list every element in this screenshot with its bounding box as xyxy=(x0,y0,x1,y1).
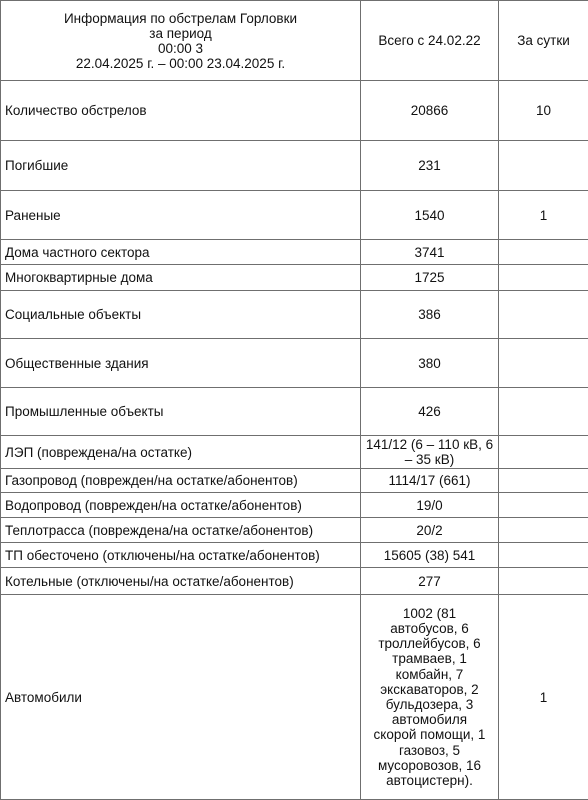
row-day: 1 xyxy=(499,595,588,800)
row-label-note: (повреждена/на остатке) xyxy=(33,444,192,460)
table-row xyxy=(1,469,588,493)
row-label-note: (отключены/на остатке/абонентов) xyxy=(72,573,294,589)
row-day xyxy=(499,240,588,265)
row-day xyxy=(499,493,588,518)
table-row xyxy=(1,240,588,265)
row-total: 3741 xyxy=(361,240,499,265)
column-header-day: За сутки xyxy=(499,1,588,81)
table-row xyxy=(1,595,588,800)
row-label-main: Погибшие xyxy=(5,158,69,173)
row-label xyxy=(1,240,361,265)
row-label xyxy=(1,493,361,518)
row-day xyxy=(499,339,588,388)
row-label-note: (поврежден/на остатке/абонентов) xyxy=(81,497,302,513)
row-day xyxy=(499,141,588,191)
row-total: 386 xyxy=(361,291,499,339)
row-label-note: (отключены/на остатке/абонентов) xyxy=(98,547,320,563)
table-row xyxy=(1,518,588,543)
row-label-main: Котельные xyxy=(5,573,73,589)
row-label-main: Теплотрасса xyxy=(5,522,85,538)
row-label xyxy=(1,543,361,568)
row-label xyxy=(1,518,361,543)
row-total: 380 xyxy=(361,339,499,388)
column-header-total: Всего с 24.02.22 xyxy=(361,1,499,81)
table-row xyxy=(1,543,588,568)
table-row xyxy=(1,388,588,436)
row-day: 1 xyxy=(499,191,588,240)
row-total: 20866 xyxy=(361,81,499,141)
row-label-note: (повреждена/на остатке/абонентов) xyxy=(84,522,314,538)
row-label xyxy=(1,568,361,595)
table-row xyxy=(1,291,588,339)
table-row xyxy=(1,265,588,291)
row-label-main: ЛЭП xyxy=(5,444,34,460)
row-total: 231 xyxy=(361,141,499,191)
row-label xyxy=(1,141,361,191)
row-label-main: Общественные здания xyxy=(5,355,149,371)
row-label xyxy=(1,191,361,240)
row-label xyxy=(1,595,361,800)
row-total: 1114/17 (661) xyxy=(361,469,499,493)
row-total: 1540 xyxy=(361,191,499,240)
table-row xyxy=(1,191,588,240)
row-label-main: Газопровод xyxy=(5,473,77,488)
row-label xyxy=(1,469,361,493)
row-day xyxy=(499,543,588,568)
row-day xyxy=(499,518,588,543)
row-label-main: Количество обстрелов xyxy=(5,103,147,118)
table-row xyxy=(1,81,588,141)
row-day xyxy=(499,291,588,339)
table-title xyxy=(1,1,361,81)
row-total: 19/0 xyxy=(361,493,499,518)
row-day xyxy=(499,568,588,595)
table-row xyxy=(1,339,588,388)
table-row xyxy=(1,141,588,191)
table-row xyxy=(1,436,588,469)
row-label xyxy=(1,291,361,339)
title-line: Информация по обстрелам Горловки xyxy=(63,10,298,26)
table-row xyxy=(1,493,588,518)
row-label xyxy=(1,388,361,436)
table-row xyxy=(1,568,588,595)
row-label-main: Раненые xyxy=(5,207,61,223)
row-day xyxy=(499,388,588,436)
row-day: 10 xyxy=(499,81,588,141)
table-header-row xyxy=(1,1,588,81)
title-line: за период xyxy=(149,25,212,41)
row-label-main: Автомобили xyxy=(5,689,82,705)
row-label-main: Многоквартирные дома xyxy=(5,270,153,285)
row-label-main: Промышленные объекты xyxy=(5,404,164,419)
row-label-main: Водопровод xyxy=(5,497,82,513)
row-label-main: Социальные объекты xyxy=(5,307,142,322)
row-day xyxy=(499,265,588,291)
row-label xyxy=(1,265,361,291)
row-label-main: Дома частного сектора xyxy=(5,244,150,260)
row-total: 1002 (81 автобусов, 6 троллейбусов, 6 трамваев, 1 комбайн, 7 экскаваторов, 2 бульдозера, 3 автомобиля скорой помощи, 1 газовоз, 5 мусоровозов, 16 автоцистерн). xyxy=(361,595,499,800)
title-line: 00:00 3 xyxy=(157,40,204,56)
title-line: 22.04.2025 г. – 00:00 23.04.2025 г. xyxy=(75,55,286,71)
row-label xyxy=(1,339,361,388)
row-total: 1725 xyxy=(361,265,499,291)
row-total: 277 xyxy=(361,568,499,595)
row-total: 426 xyxy=(361,388,499,436)
row-day xyxy=(499,436,588,469)
row-total: 141/12 (6 – 110 кВ, 6 – 35 кВ) xyxy=(361,436,499,469)
row-day xyxy=(499,469,588,493)
row-total: 20/2 xyxy=(361,518,499,543)
row-total: 15605 (38) 541 xyxy=(361,543,499,568)
row-label-note: (поврежден/на остатке/абонентов) xyxy=(76,473,298,488)
row-label xyxy=(1,436,361,469)
row-label-main: ТП обесточено xyxy=(5,547,99,563)
row-label xyxy=(1,81,361,141)
